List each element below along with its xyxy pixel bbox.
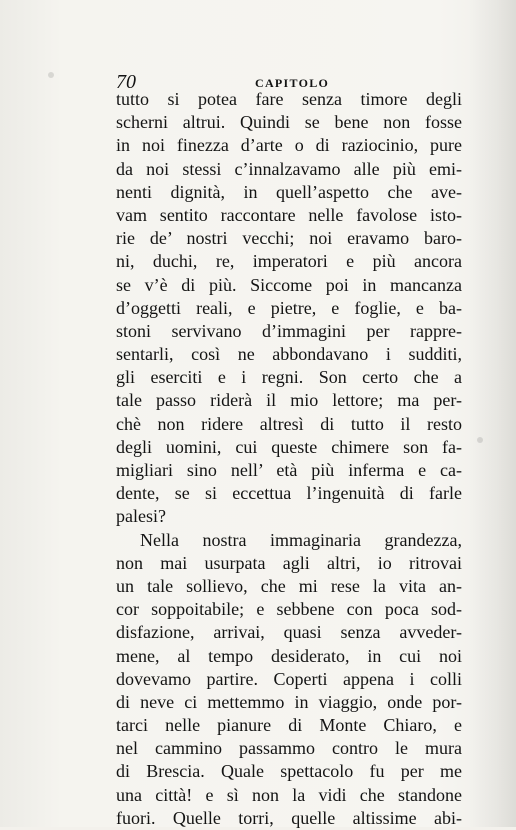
text-line: scherni altrui. Quindi se bene non fosse	[116, 112, 462, 133]
text-line: tarci nelle pianure di Monte Chiaro, e	[116, 715, 462, 736]
running-head: CAPITOLO	[255, 76, 330, 90]
text-line: dente, se si eccettua l’ingenuità di farle	[116, 483, 462, 504]
text-line: ni, duchi, re, imperatori e più ancora	[116, 251, 462, 272]
text-line: rie de’ nostri vecchi; noi eravamo baro-	[116, 228, 462, 249]
text-line: sentarli, così ne abbondavano i sudditi,	[116, 344, 462, 365]
text-line: d’oggetti reali, e pietre, e foglie, e ba-	[116, 297, 462, 318]
text-line: mene, al tempo desiderato, in cui noi	[116, 645, 462, 666]
text-line: dovevamo partire. Coperti appena i colli	[116, 668, 462, 689]
text-line: da noi stessi c’innalzavamo alle più emi-	[116, 158, 462, 179]
text-line: se v’è di più. Siccome poi in mancanza	[116, 274, 462, 295]
text-line: di neve ci mettemmo in viaggio, onde por-	[116, 691, 462, 712]
text-line: non mai usurpata agli altri, io ritrovai	[116, 552, 462, 573]
text-line: disfazione, arrivai, quasi senza avveder-	[116, 622, 462, 643]
text-line: una città! e sì non la vidi che standone	[116, 784, 462, 805]
text-line: tutto si potea fare senza timore degli	[116, 89, 462, 109]
page-edge-shadow	[468, 0, 516, 827]
text-line: in noi finezza d’arte o di raziocinio, pure	[116, 135, 462, 156]
text-line: gli eserciti e i regni. Son certo che a	[116, 367, 462, 388]
text-line: tale passo riderà il mio lettore; ma per-	[116, 390, 462, 411]
text-line: nel cammino passammo contro le mura	[116, 738, 462, 759]
text-line: palesi?	[116, 506, 166, 527]
text-line: di Brescia. Quale spettacolo fu per me	[116, 761, 462, 782]
page-number: 70	[116, 71, 136, 93]
body-text	[116, 88, 462, 830]
text-line: chè non ridere altresì di tutto il resto	[116, 413, 462, 434]
text-line: vam sentito raccontare nelle favolose isto-	[116, 204, 462, 225]
text-line: fuori. Quelle torri, quelle altissime abi-	[116, 807, 462, 828]
text-line: nenti dignità, in quell’aspetto che ave-	[116, 181, 462, 202]
text-line: migliari sino nell’ età più inferma e ca-	[116, 460, 462, 480]
paper-speck	[477, 437, 483, 443]
paper-speck	[48, 72, 54, 78]
text-line: un tale sollievo, che mi rese la vita an-	[116, 575, 462, 596]
text-line: stoni servivano d’immagini per rappre-	[116, 320, 462, 341]
paragraph-start-line: Nella nostra immaginaria grandezza,	[140, 529, 462, 550]
text-line: cor soppoitabile; e sebbene con poca sod-	[116, 599, 462, 620]
text-line: degli uomini, cui queste chimere son fa-	[116, 436, 462, 457]
